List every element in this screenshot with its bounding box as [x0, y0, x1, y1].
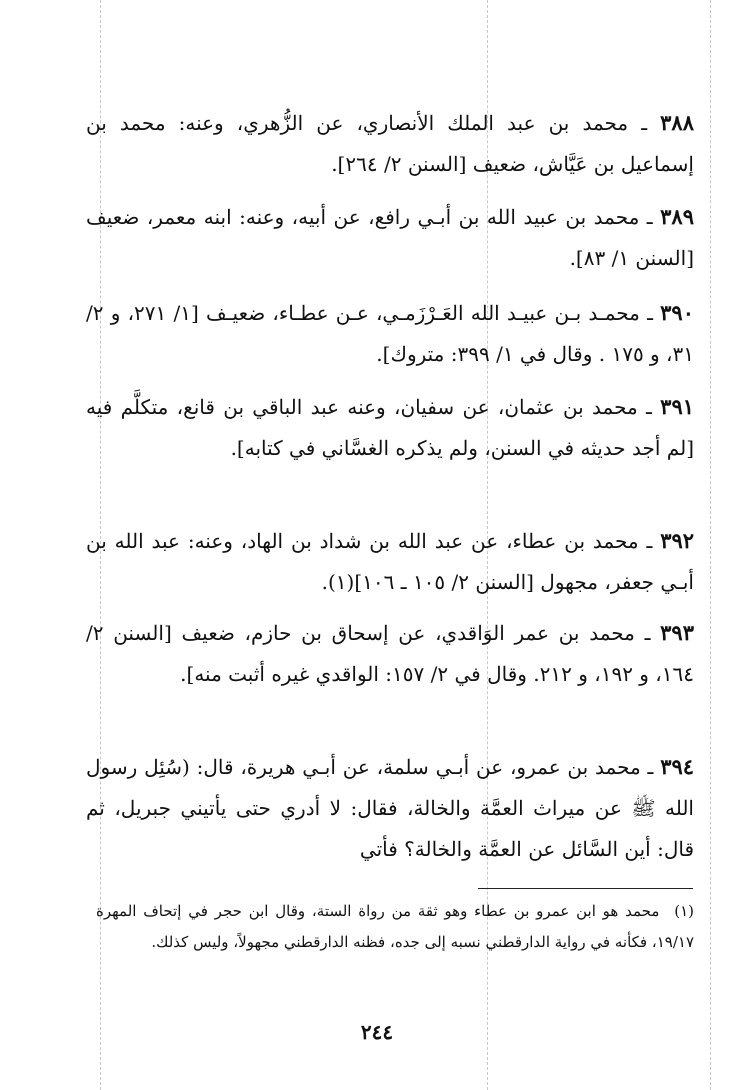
- entry-text: محمد بن عطاء، عن عبد الله بن شداد بن الهاد، وعنه: عبد الله بن أبـي جعفر، مجهول [السنن ٢/ ١٠٥ ـ ١٠٦](١).: [86, 529, 694, 594]
- entry-number: ٣٩٢: [660, 528, 695, 553]
- entry-389: [86, 196, 694, 279]
- entry-text: محمد بن عبد الملك الأنصاري، عن الزُّهري، وعنه: محمد بن إسماعيل بن عَيَّاش، ضعيف [السنن ٢/ ٢٦٤].: [86, 111, 694, 176]
- entry-dash: ـ: [638, 529, 653, 553]
- entry-text: محمد بن عثمان، عن سفيان، وعنه عبد الباقي بن قانع، متكلَّم فيه [لم أجد حديثه في السنن، ولم يذكره الغسَّاني في كتابه].: [86, 395, 694, 460]
- entry-dash: ـ: [639, 301, 653, 325]
- entry-392: [86, 520, 694, 603]
- entry-dash: ـ: [637, 395, 652, 419]
- entry-dash: ـ: [640, 755, 654, 779]
- entry-number: ٣٨٩: [660, 204, 694, 229]
- entry-390: [86, 292, 694, 375]
- entry-391: [86, 386, 694, 469]
- entry-393: [86, 612, 694, 695]
- entry-dash: ـ: [634, 621, 651, 645]
- entry-number: ٣٩٠: [660, 300, 694, 325]
- entry-text: محمـد بـن عبيـد الله العَـرْزَمـي، عـن عطـاء، ضعيـف [١/ ٢٧١، و ٢/ ٣١، و ١٧٥ . وقال في ١/ ٣٩٩: متروك].: [86, 301, 694, 366]
- entry-394: [86, 746, 694, 870]
- entry-text: محمد بن عبيد الله بن أبـي رافع، عن أبيه، وعنه: ابنه معمر، ضعيف [السنن ١/ ٨٣].: [86, 205, 694, 270]
- entry-388: [86, 102, 694, 185]
- page-number: ٢٤٤: [360, 1020, 394, 1044]
- entry-text: محمد بن عمر الوَاقدي، عن إسحاق بن حازم، ضعيف [السنن ٢/ ١٦٤، و ١٩٢، و ٢١٢. وقال في ٢/ ١٥٧: الواقدي غيره أثبت منه].: [86, 621, 694, 686]
- entry-number: ٣٨٨: [660, 110, 694, 135]
- entry-dash: ـ: [639, 205, 653, 229]
- footnote: [96, 896, 694, 958]
- scan-guide-line: [710, 0, 711, 1090]
- entry-number: ٣٩٣: [660, 620, 694, 645]
- footnote-text: محمد هو ابن عمرو بن عطاء وهو ثقة من رواة الستة، وقال ابن حجر في إتحاف المهرة ١٩/١٧، فكأنه في رواية الدارقطني نسبه إلى جده، فظنه الدارقطني مجهولاً، وليس كذلك.: [96, 902, 694, 951]
- entry-number: ٣٩١: [660, 394, 695, 419]
- entry-text: محمد بن عمرو، عن أبـي سلمة، عن أبـي هريرة، قال: (سُئِل رسول الله ﷺ عن ميراث العمَّة والخالة، فقال: لا أدري حتى يأتيني جبريل، ثم قال: أين السَّائل عن العمَّة والخالة؟ فأتي: [86, 755, 694, 861]
- entry-dash: ـ: [628, 111, 648, 135]
- footnote-mark: (١): [674, 902, 694, 920]
- footnote-separator: [478, 888, 693, 889]
- entry-number: ٣٩٤: [660, 754, 695, 779]
